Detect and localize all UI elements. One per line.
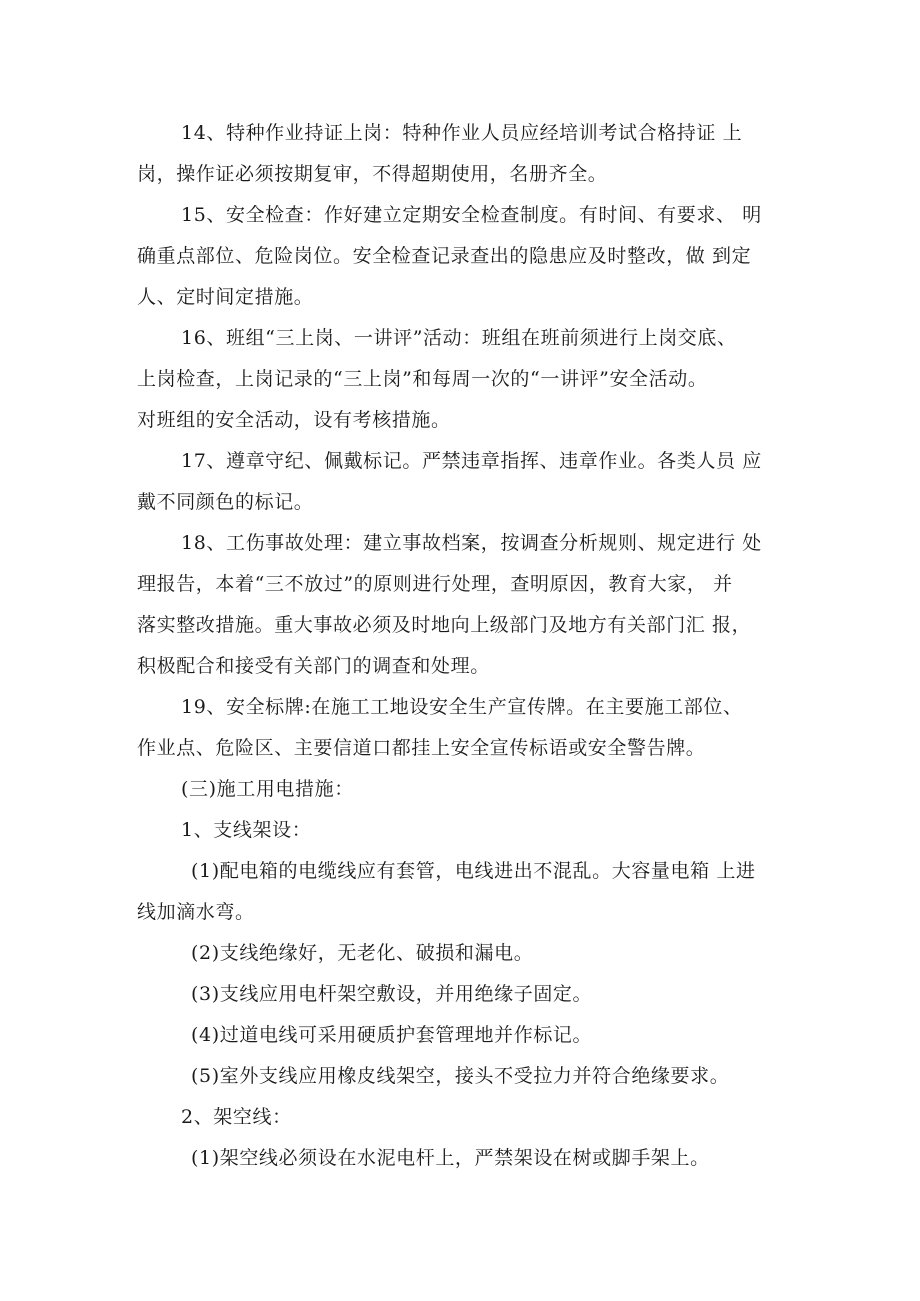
text-line: 确重点部位、危险岗位。安全检查记录查出的隐患应及时整改，做 到定	[137, 245, 752, 267]
text-line: 14、特种作业持证上岗：特种作业人员应经培训考试合格持证 上	[181, 122, 743, 144]
text-line: 15、安全检查：作好建立定期安全检查制度。有时间、有要求、 明	[181, 204, 762, 226]
text-line: 对班组的安全活动，设有考核措施。	[137, 409, 451, 431]
text-line: (1)配电箱的电缆线应有套管，电线进出不混乱。大容量电箱 上进	[191, 860, 756, 882]
text-line: 上岗检查，上岗记录的“三上岗”和每周一次的“一讲评”安全活动。	[137, 368, 708, 390]
text-line: (5)室外支线应用橡皮线架空，接头不受拉力并符合绝缘要求。	[191, 1065, 730, 1087]
text-line: 作业点、危险区、主要信道口都挂上安全宣传标语或安全警告牌。	[137, 737, 706, 759]
text-line: 积极配合和接受有关部门的调查和处理。	[137, 655, 490, 677]
text-line: 16、班组“三上岗、一讲评”活动：班组在班前须进行上岗交底、	[181, 327, 737, 349]
section-heading: (三)施工用电措施：	[181, 778, 354, 800]
text-line: 17、遵章守纪、佩戴标记。严禁违章指挥、违章作业。各类人员 应	[181, 450, 762, 472]
text-line: (2)支线绝缘好，无老化、破损和漏电。	[191, 942, 534, 964]
subsection-heading: 1、支线架设：	[181, 819, 312, 841]
text-line: (4)过道电线可采用硬质护套管理地并作标记。	[191, 1024, 593, 1046]
text-line: 19、安全标牌:在施工工地设安全生产宣传牌。在主要施工部位、	[181, 696, 743, 718]
text-line: 戴不同颜色的标记。	[137, 491, 314, 513]
text-line: 线加滴水弯。	[137, 901, 255, 923]
text-line: 人、定时间定措施。	[137, 286, 314, 308]
text-line: 理报告，本着“三不放过”的原则进行处理，查明原因，教育大家， 并	[137, 573, 733, 595]
text-line: 岗，操作证必须按期复审，不得超期使用，名册齐全。	[137, 163, 608, 185]
text-line: (1)架空线必须设在水泥电杆上，严禁架设在树或脚手架上。	[191, 1147, 710, 1169]
text-line: 18、工伤事故处理：建立事故档案，按调查分析规则、规定进行 处	[181, 532, 762, 554]
subsection-heading: 2、架空线：	[181, 1106, 292, 1128]
text-line: (3)支线应用电杆架空敷设，并用绝缘子固定。	[191, 983, 593, 1005]
text-line: 落实整改措施。重大事故必须及时地向上级部门及地方有关部门汇 报，	[137, 614, 752, 636]
